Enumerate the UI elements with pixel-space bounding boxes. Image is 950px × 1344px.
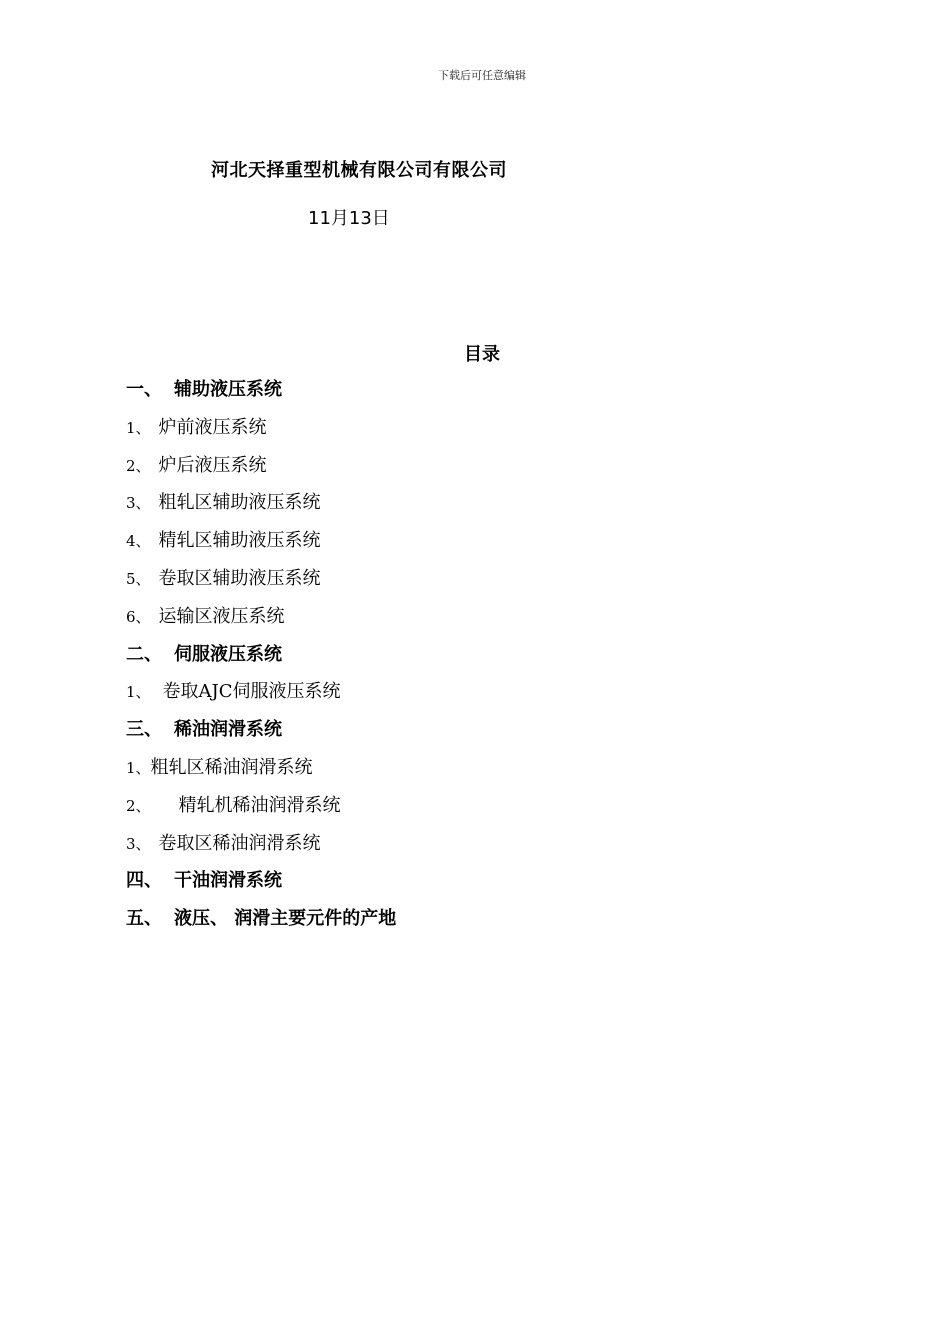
toc-label: 卷取区稀油润滑系统	[158, 832, 321, 854]
toc-number: 1、	[126, 758, 151, 777]
toc-section	[126, 867, 826, 905]
toc-item	[126, 678, 826, 716]
toc-label: 运输区液压系统	[158, 605, 285, 627]
toc-item	[126, 754, 826, 792]
toc-item	[126, 489, 826, 527]
table-of-contents	[126, 376, 826, 943]
toc-section	[126, 905, 826, 943]
toc-label: 粗轧区辅助液压系统	[158, 492, 321, 514]
toc-number: 五、	[126, 908, 162, 930]
toc-item	[126, 603, 826, 641]
header-note: 下载后可任意编辑	[438, 69, 526, 82]
toc-label: 精轧区辅助液压系统	[158, 530, 321, 552]
toc-number: 3、	[126, 834, 151, 853]
toc-number: 4、	[126, 532, 151, 551]
toc-number: 3、	[126, 494, 151, 513]
toc-item	[126, 527, 826, 565]
toc-number: 二、	[126, 643, 162, 665]
toc-label: 炉前液压系统	[158, 416, 267, 438]
toc-label: 精轧机稀油润滑系统	[178, 794, 341, 816]
toc-item	[126, 452, 826, 490]
toc-label: 卷取区辅助液压系统	[158, 567, 321, 589]
toc-item	[126, 414, 826, 452]
toc-number: 1、	[126, 418, 151, 437]
toc-number: 一、	[126, 379, 162, 400]
toc-title: 目录	[464, 344, 500, 365]
document-date: 11月13日	[308, 208, 390, 229]
toc-label: 稀油润滑系统	[174, 719, 282, 741]
toc-section	[126, 716, 826, 754]
toc-label: 液压、 润滑主要元件的产地	[174, 908, 397, 930]
toc-number: 三、	[126, 719, 162, 741]
toc-label: 伺服液压系统	[174, 643, 282, 665]
toc-number: 1、	[126, 683, 151, 702]
toc-number: 2、	[126, 456, 151, 475]
toc-label: 干油润滑系统	[174, 870, 282, 892]
toc-item	[126, 830, 826, 868]
toc-label: 辅助液压系统	[174, 379, 282, 400]
toc-item	[126, 565, 826, 603]
toc-number: 2、	[126, 796, 151, 815]
toc-number: 四、	[126, 870, 162, 892]
toc-label: 卷取AJC伺服液压系统	[162, 681, 341, 703]
toc-number: 6、	[126, 607, 151, 626]
toc-section	[126, 376, 826, 414]
toc-number: 5、	[126, 569, 151, 588]
toc-label: 炉后液压系统	[158, 454, 267, 476]
toc-item	[126, 792, 826, 830]
toc-section	[126, 641, 826, 679]
toc-label: 粗轧区稀油润滑系统	[150, 756, 313, 778]
company-name: 河北天择重型机械有限公司有限公司	[211, 160, 507, 181]
